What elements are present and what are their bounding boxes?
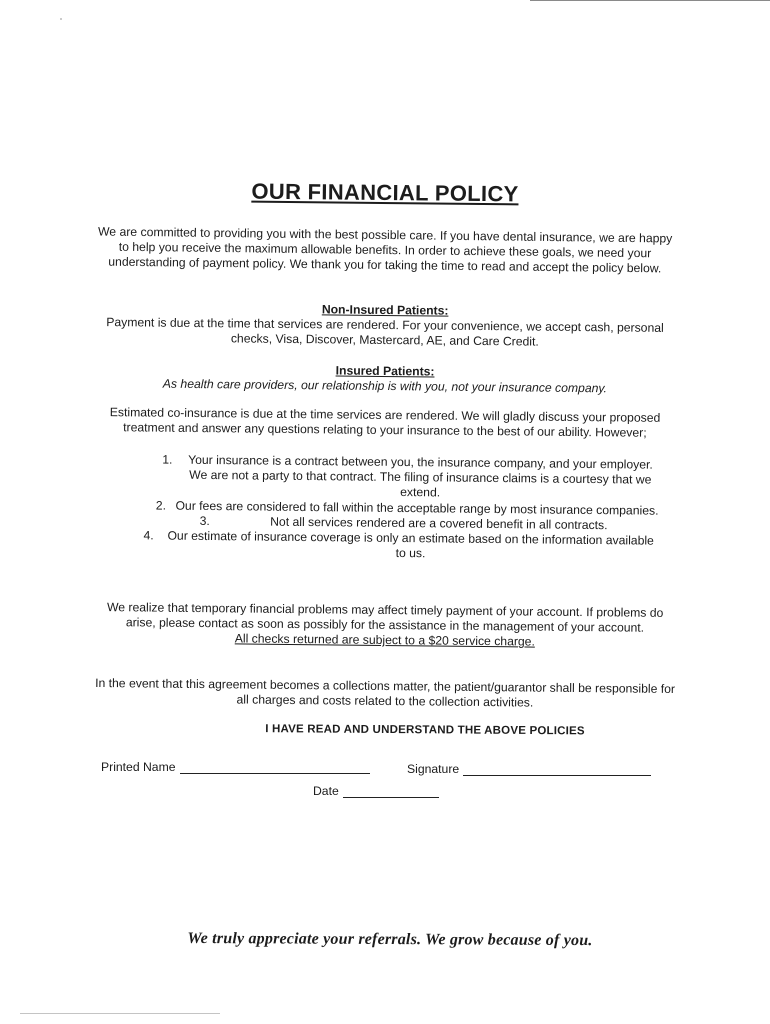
- scan-speck: [60, 18, 62, 20]
- signature-field[interactable]: [407, 762, 651, 776]
- closing-note: [0, 929, 770, 951]
- signature-line[interactable]: [463, 763, 651, 776]
- printed-name-line[interactable]: [180, 761, 370, 774]
- collections-paragraph: In the event that this agreement becomes a collections matter, the patient/guarantor shall be responsible for all charges and costs related to the collection activities.: [95, 675, 676, 710]
- non-insured-heading: Non-Insured Patients:: [321, 302, 449, 318]
- insurance-notes-list: [139, 452, 660, 564]
- date-line[interactable]: [343, 785, 439, 798]
- list-text: Not all services rendered are a covered benefit in all contracts.: [270, 514, 608, 532]
- estimated-paragraph: Estimated co-insurance is due at the time services are rendered. We will gladly discuss your proposed treatment and answer any questions relating to your insurance to the best of our ability. However;: [109, 405, 661, 440]
- returned-checks-note: All checks returned are subject to a $20 service charge.: [234, 631, 535, 649]
- closing-text: We truly appreciate your referrals. We grow because of you.: [187, 929, 593, 950]
- acknowledgement-heading: [0, 721, 770, 738]
- financial-problems-section: [95, 600, 675, 652]
- list-item: [127, 528, 659, 564]
- insured-text: As health care providers, our relationship is with you, not your insurance company.: [162, 376, 608, 396]
- printed-name-field[interactable]: [101, 760, 370, 774]
- signature-label: Signature: [407, 762, 460, 776]
- list-text: Our fees are considered to fall within the acceptable range by most insurance companies.: [175, 498, 659, 518]
- insured-heading: Insured Patients:: [335, 363, 435, 379]
- non-insured-text: Payment is due at the time that services are rendered. For your convenience, we accept cash, personal checks, Visa, Discover, Mastercard, AE, and Care Credit.: [106, 315, 664, 350]
- scan-edge-line: [20, 1013, 220, 1014]
- list-item: [146, 452, 660, 503]
- acknowledgement-text: I HAVE READ AND UNDERSTAND THE ABOVE POLICIES: [265, 723, 585, 738]
- list-number: 2.: [155, 498, 167, 513]
- list-text: Our estimate of insurance coverage is only an estimate based on the information available to us.: [167, 528, 654, 561]
- list-number: 1.: [162, 452, 173, 467]
- date-field[interactable]: [313, 784, 439, 798]
- list-number: 4.: [143, 528, 154, 543]
- financial-problems-text: We realize that temporary financial problems may affect timely payment of your account. If problems do arise, please contact as soon as possibly for the assistance in the management of your account.: [106, 600, 664, 635]
- intro-paragraph: We are committed to providing you with the best possible care. If you have dental insurance, we are happy to help you receive the maximum allowable benefits. In order to achieve these goals, we need your understanding of payment policy. We thank you for taking the time to read and accept the policy below.: [97, 224, 673, 276]
- page-title: OUR FINANCIAL POLICY: [251, 178, 519, 207]
- list-number: 3.: [199, 513, 210, 528]
- scan-edge-line: [530, 0, 770, 1]
- insured-section: [100, 361, 670, 397]
- non-insured-section: [90, 300, 680, 352]
- list-text: Your insurance is a contract between you, the insurance company, and your employer. We are not a party to that contract. The filing of insurance claims is a courtesy that we extend.: [188, 452, 653, 500]
- printed-name-label: Printed Name: [101, 760, 176, 774]
- date-label: Date: [313, 784, 339, 798]
